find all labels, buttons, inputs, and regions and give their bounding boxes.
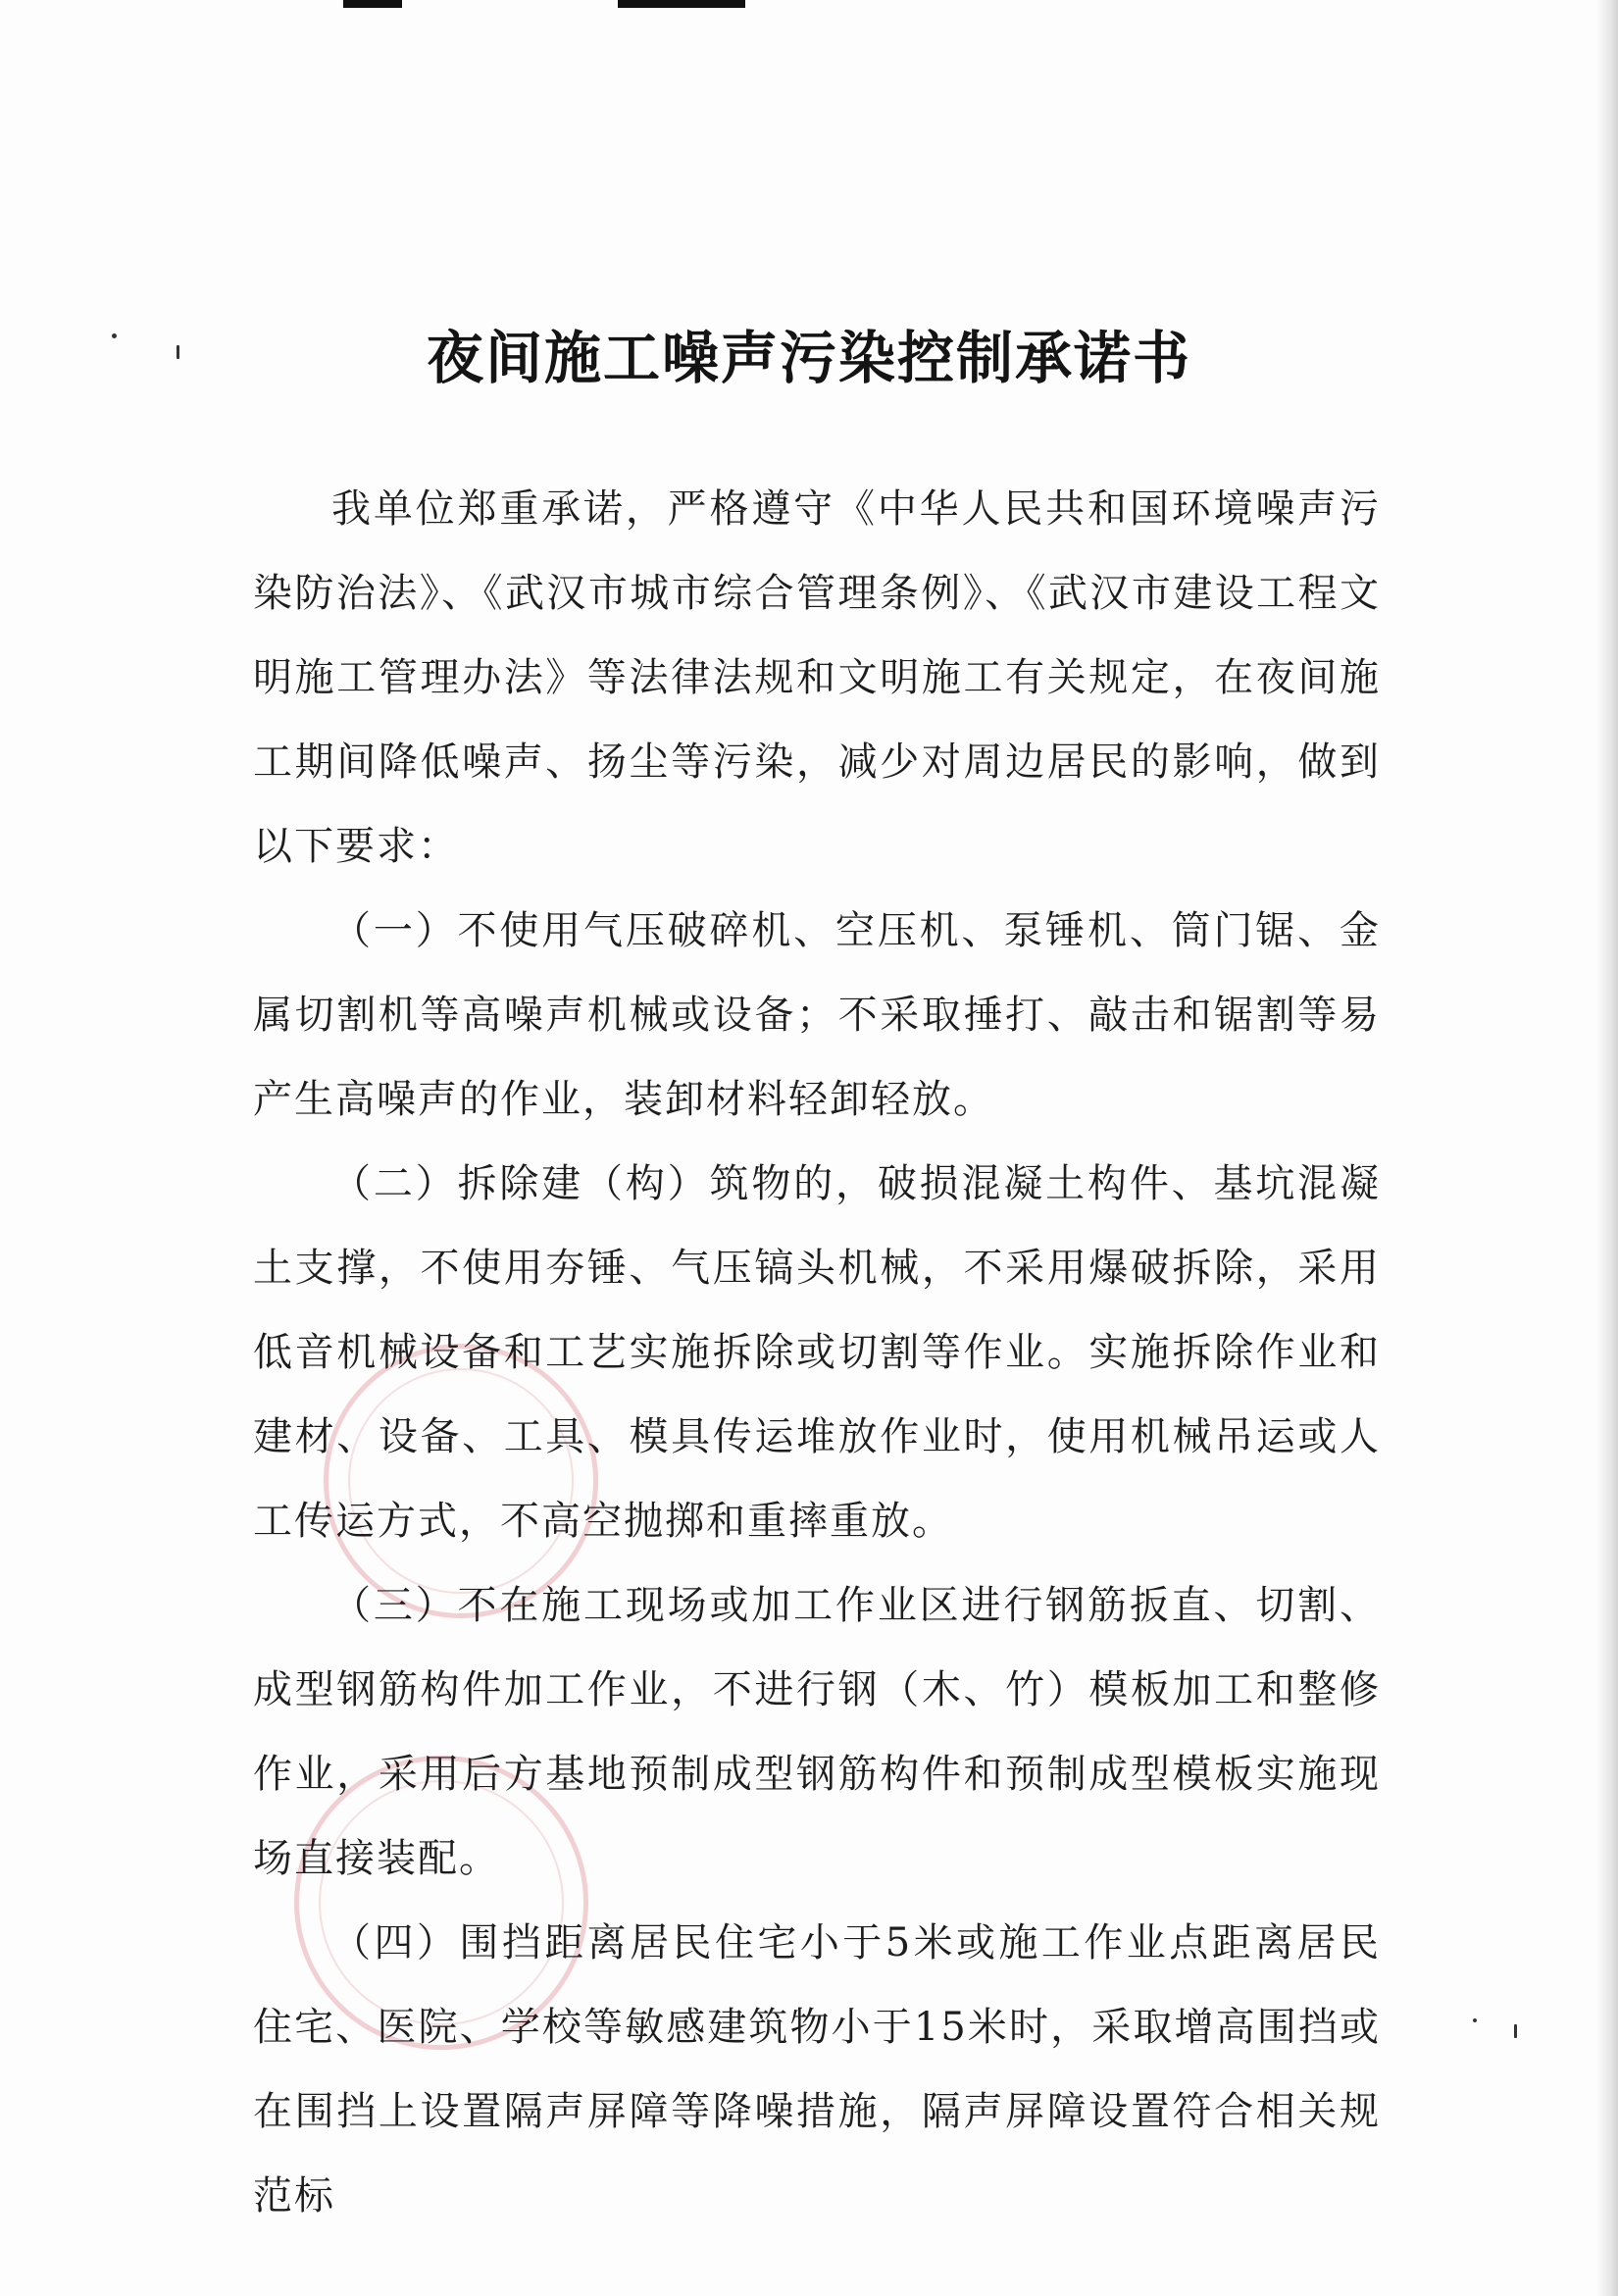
scan-edge-mark bbox=[618, 0, 745, 8]
intro-paragraph: 我单位郑重承诺，严格遵守《中华人民共和国环境噪声污染防治法》、《武汉市城市综合管理条例》、《武汉市建设工程文明施工管理办法》等法律法规和文明施工有关规定，在夜间施工期间降低噪声、扬尘等污染，减少对周边居民的影响，做到以下要求： bbox=[253, 486, 1381, 869]
document-title: 夜间施工噪声污染控制承诺书 bbox=[426, 325, 1191, 391]
scan-speck bbox=[1473, 2018, 1477, 2022]
clause-1-paragraph: （一）不使用气压破碎机、空压机、泵锤机、筒门锯、金属切割机等高噪声机械或设备；不采取捶打、敲击和锯割等易产生高噪声的作业，装卸材料轻卸轻放。 bbox=[253, 908, 1381, 1122]
scan-edge-mark bbox=[343, 0, 402, 8]
clause-2-paragraph: （二）拆除建（构）筑物的，破损混凝土构件、基坑混凝土支撑，不使用夯锤、气压镐头机械，不采用爆破拆除，采用低音机械设备和工艺实施拆除或切割等作业。实施拆除作业和建材、设备、工具、模具传运堆放作业时，使用机械吊运或人工传运方式，不高空抛掷和重摔重放。 bbox=[253, 1161, 1381, 1544]
scan-speck bbox=[1514, 2024, 1517, 2038]
clause-3-paragraph: （三）不在施工现场或加工作业区进行钢筋扳直、切割、成型钢筋构件加工作业，不进行钢（木、竹）模板加工和整修作业，采用后方基地预制成型钢筋构件和预制成型模板实施现场直接装配。 bbox=[253, 1583, 1381, 1881]
document-body bbox=[253, 467, 1381, 2238]
clause-4-paragraph: （四）围挡距离居民住宅小于5米或施工作业点距离居民住宅、医院、学校等敏感建筑物小于15米时，采取增高围挡或在围挡上设置隔声屏障等降噪措施，隔声屏障设置符合相关规范标 bbox=[253, 1920, 1381, 2219]
